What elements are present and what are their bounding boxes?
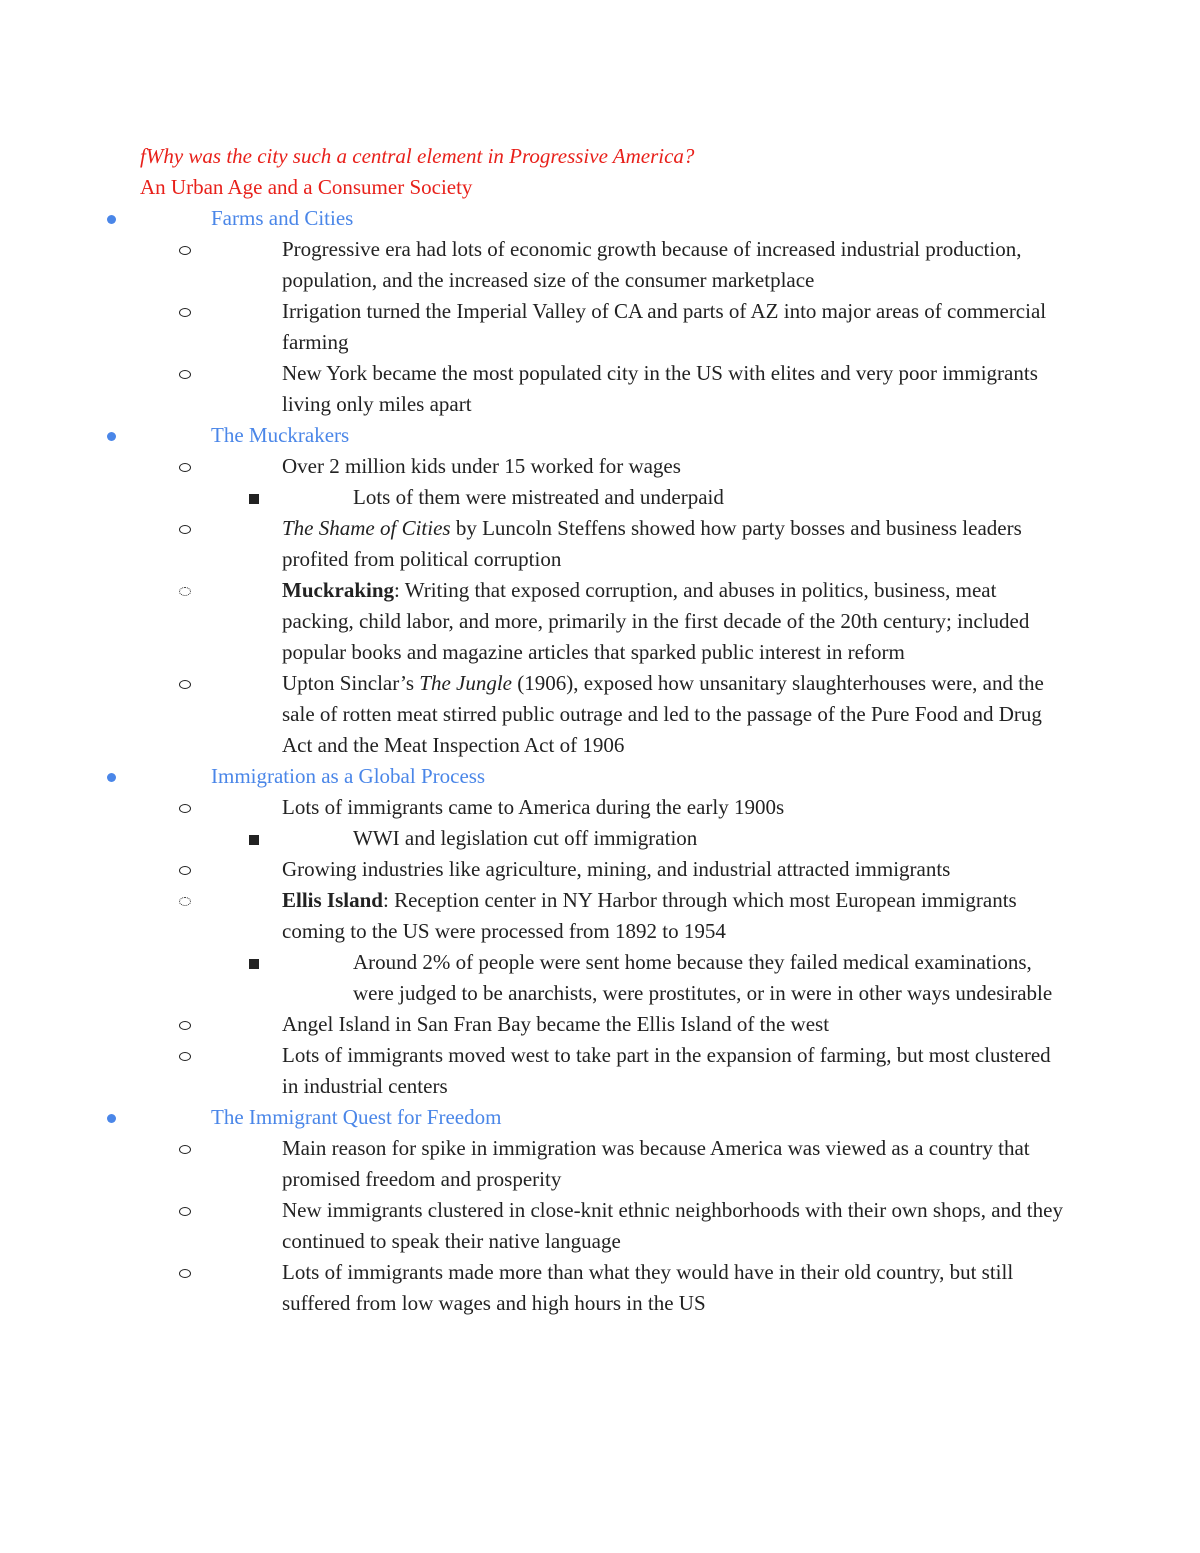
- hollow-circle-bullet-icon: [179, 1052, 191, 1061]
- item-text: Irrigation turned the Imperial Valley of CA and parts of AZ into major areas of commercial farming: [282, 299, 1047, 354]
- section-title: The Immigrant Quest for Freedom: [211, 1105, 502, 1129]
- definition-text: : Reception center in NY Harbor through which most European immigrants coming to the US were processed from 1892 to 1954: [282, 888, 1017, 943]
- list-item: [211, 358, 1070, 420]
- square-bullet-icon: [249, 494, 259, 504]
- filled-circle-bullet-icon: [107, 432, 116, 441]
- item-text: Progressive era had lots of economic growth because of increased industrial production, population, and the increased size of the consumer marketplace: [282, 237, 1022, 292]
- item-text: Lots of immigrants came to America during the early 1900s: [282, 795, 785, 819]
- hollow-circle-bullet-icon: [179, 1145, 191, 1154]
- dotted-circle-bullet-icon: [179, 897, 191, 906]
- outline-section: [140, 761, 1070, 1102]
- term: Ellis Island: [282, 888, 383, 912]
- sub-item-text: Lots of them were mistreated and underpaid: [353, 485, 724, 509]
- item-text: by Luncoln Steffens showed how party bosses and business leaders profited from political corruption: [282, 516, 1022, 571]
- list-item: [211, 1009, 1070, 1040]
- list-item: [211, 1195, 1070, 1257]
- hollow-circle-bullet-icon: [179, 370, 191, 379]
- item-text: New immigrants clustered in close-knit ethnic neighborhoods with their own shops, and they continued to speak their native language: [282, 1198, 1063, 1253]
- section-heading: An Urban Age and a Consumer Society: [140, 175, 473, 199]
- list-item: [211, 1257, 1070, 1319]
- list-item: [211, 1040, 1070, 1102]
- item-text: Main reason for spike in immigration was because America was viewed as a country that promised freedom and prosperity: [282, 1136, 1030, 1191]
- book-title: The Jungle: [419, 671, 513, 695]
- outline-section: [140, 1102, 1070, 1319]
- sub-item-text: Around 2% of people were sent home because they failed medical examinations, were judged to be anarchists, were prostitutes, or in were in other ways undesirable: [353, 950, 1053, 1005]
- list-item: [211, 234, 1070, 296]
- item-text: Angel Island in San Fran Bay became the Ellis Island of the west: [282, 1012, 830, 1036]
- hollow-circle-bullet-icon: [179, 463, 191, 472]
- hollow-circle-bullet-icon: [179, 525, 191, 534]
- list-item: [211, 1133, 1070, 1195]
- item-text: Growing industries like agriculture, mining, and industrial attracted immigrants: [282, 857, 951, 881]
- outline-section: [140, 420, 1070, 761]
- essential-question: fWhy was the city such a central element in Progressive America?: [140, 144, 695, 168]
- list-item: [211, 451, 1070, 513]
- section-title: The Muckrakers: [211, 423, 350, 447]
- item-text-prefix: Upton Sinclar’s: [282, 671, 420, 695]
- item-text: Lots of immigrants made more than what they would have in their old country, but still suffered from low wages and high hours in the US: [282, 1260, 1014, 1315]
- hollow-circle-bullet-icon: [179, 866, 191, 875]
- filled-circle-bullet-icon: [107, 773, 116, 782]
- book-title: The Shame of Cities: [282, 516, 451, 540]
- outline-list: [140, 203, 1070, 1319]
- filled-circle-bullet-icon: [107, 215, 116, 224]
- sub-list-item: [282, 947, 1070, 1009]
- square-bullet-icon: [249, 959, 259, 969]
- outline-section: [140, 203, 1070, 420]
- list-item: [211, 513, 1070, 575]
- hollow-circle-bullet-icon: [179, 1021, 191, 1030]
- list-item: [211, 854, 1070, 885]
- square-bullet-icon: [249, 835, 259, 845]
- sub-list-item: [282, 482, 1070, 513]
- list-item: [211, 792, 1070, 854]
- term: Muckraking: [282, 578, 395, 602]
- sub-list-item: [282, 823, 1070, 854]
- item-text: (1906), exposed how unsanitary slaughterhouses were, and the sale of rotten meat stirred public outrage and led to the passage of the Pure Food and Drug Act and the Meat Inspection Act of 1906: [282, 671, 1044, 757]
- filled-circle-bullet-icon: [107, 1114, 116, 1123]
- hollow-circle-bullet-icon: [179, 804, 191, 813]
- item-text: Over 2 million kids under 15 worked for wages: [282, 454, 681, 478]
- sub-item-text: WWI and legislation cut off immigration: [353, 826, 698, 850]
- document-content: [140, 141, 1070, 1319]
- item-text: New York became the most populated city in the US with elites and very poor immigrants living only miles apart: [282, 361, 1038, 416]
- list-item: [211, 885, 1070, 1009]
- list-item: [211, 296, 1070, 358]
- hollow-circle-bullet-icon: [179, 1269, 191, 1278]
- hollow-circle-bullet-icon: [179, 308, 191, 317]
- definition-text: : Writing that exposed corruption, and abuses in politics, business, meat packing, child labor, and more, primarily in the first decade of the 20th century; included popular books and magazine articles that sparked public interest in reform: [282, 578, 1030, 664]
- hollow-circle-bullet-icon: [179, 680, 191, 689]
- hollow-circle-bullet-icon: [179, 1207, 191, 1216]
- list-item: [211, 668, 1070, 761]
- hollow-circle-bullet-icon: [179, 246, 191, 255]
- dotted-circle-bullet-icon: [179, 587, 191, 596]
- section-title: Immigration as a Global Process: [211, 764, 486, 788]
- item-text: Lots of immigrants moved west to take part in the expansion of farming, but most clustered in industrial centers: [282, 1043, 1051, 1098]
- list-item: [211, 575, 1070, 668]
- section-title: Farms and Cities: [211, 206, 354, 230]
